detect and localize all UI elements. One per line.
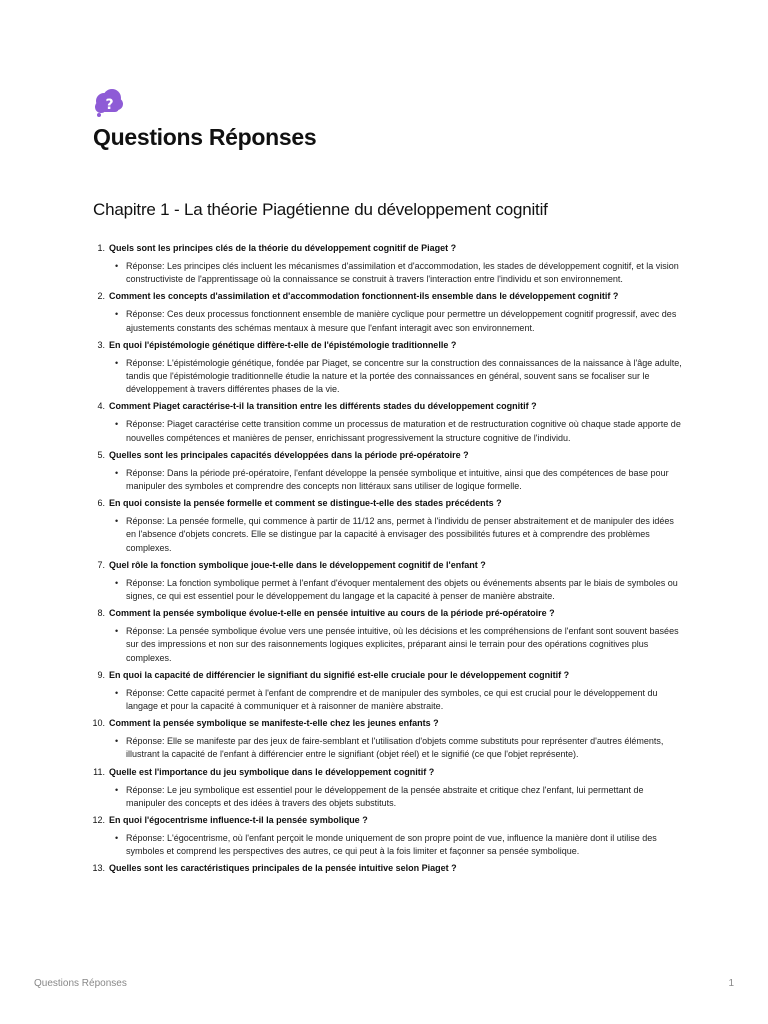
qa-item <box>93 766 683 810</box>
question-text: Comment les concepts d'assimilation et d'accommodation fonctionnent-ils ensemble dans le développement cognitif ? <box>109 291 619 302</box>
qa-item <box>93 242 683 286</box>
question-text: Quelles sont les caractéristiques principales de la pensée intuitive selon Piaget ? <box>109 863 457 874</box>
answer-item <box>109 308 683 334</box>
question-text: Quels sont les principes clés de la théorie du développement cognitif de Piaget ? <box>109 243 457 253</box>
question-number: 4. <box>97 401 105 412</box>
answer-text: Réponse: Piaget caractérise cette transition comme un processus de maturation et de restructuration cognitive où chaque stade apporte de nouvelles compétences et manières de penser, enrichissant progressivement la structure cognitive de l'individu. <box>126 419 681 443</box>
answer-item <box>109 418 683 444</box>
chapter-heading: Chapitre 1 - La théorie Piagétienne du développement cognitif <box>93 200 548 219</box>
answer-item <box>109 260 683 286</box>
footer-document-title: Questions Réponses <box>34 978 127 989</box>
bullet-icon: • <box>115 577 119 588</box>
question-number: 12. <box>92 815 105 826</box>
answer-item <box>109 515 683 555</box>
bullet-icon: • <box>115 309 119 320</box>
answer-text: Réponse: Dans la période pré-opératoire, l'enfant développe la pensée symbolique et intuitive, ainsi que des compétences de base pour manipuler des symboles et comprendre des concepts non littéraux sans utiliser de logique formelle. <box>126 467 669 492</box>
answer-text: Réponse: Ces deux processus fonctionnent ensemble de manière cyclique pour permettre un développement cognitif progressif, avec des ajustements constants des schémas mentaux à mesure que l'enfant interagit avec son environnement. <box>126 309 677 333</box>
qa-item <box>93 400 683 444</box>
answer-text: Réponse: La pensée formelle, qui commence à partir de 11/12 ans, permet à l'individu de penser abstraitement et de manipuler des idées en l'absence d'objets concrets. Elle se distingue par la capacité à envisager des possibilités futures et à comprendre des problèmes complexes. <box>126 516 674 553</box>
answer-item <box>109 735 683 761</box>
question-text: En quoi l'égocentrisme influence-t-il la pensée symbolique ? <box>109 815 368 826</box>
answer-item <box>109 832 683 858</box>
qa-item <box>93 449 683 493</box>
answer-text: Réponse: L'épistémologie génétique, fondée par Piaget, se concentre sur la construction des connaissances de la naissance à l'âge adulte, tandis que l'épistémologie traditionnelle étudie la nature et la portée des connaissances en général, souvent sans se focaliser sur le développement à travers différentes phases de la vie. <box>126 357 682 395</box>
answer-item <box>109 577 683 603</box>
answer-text: Réponse: L'égocentrisme, où l'enfant perçoit le monde uniquement de son propre point de vue, influence la manière dont il utilise des symboles et comprend les perspectives des autres, ce qui peut à la fois limiter et façonner sa pensée symbolique. <box>126 833 657 857</box>
question-cloud-icon <box>93 88 125 118</box>
qa-item <box>93 339 683 397</box>
bullet-icon: • <box>115 626 119 637</box>
question-text: Comment Piaget caractérise-t-il la transition entre les différents stades du développement cognitif ? <box>109 401 537 412</box>
question-number: 3. <box>97 339 105 350</box>
bullet-icon: • <box>115 516 119 527</box>
answer-item <box>109 625 683 665</box>
question-number: 9. <box>97 669 105 680</box>
question-number: 10. <box>92 718 105 729</box>
qa-list <box>93 242 683 875</box>
bullet-icon: • <box>115 784 119 795</box>
qa-item <box>93 814 683 858</box>
answer-item <box>109 467 683 493</box>
question-text: Quelle est l'importance du jeu symbolique dans le développement cognitif ? <box>109 766 435 777</box>
bullet-icon: • <box>115 419 119 430</box>
question-text: Quel rôle la fonction symbolique joue-t-elle dans le développement cognitif de l'enfant ? <box>109 559 486 570</box>
answer-item <box>109 687 683 713</box>
qa-item <box>93 717 683 761</box>
bullet-icon: • <box>115 261 119 271</box>
bullet-icon: • <box>115 833 119 844</box>
answer-text: Réponse: Elle se manifeste par des jeux de faire-semblant et l'utilisation d'objets comme substituts pour représenter d'autres éléments, illustrant la capacité de l'enfant à différencier entre le signifiant (objet réel) et le signifié (ce que l'objet représente). <box>126 736 664 760</box>
answer-text: Réponse: Le jeu symbolique est essentiel pour le développement de la pensée abstraite et critique chez l'enfant, lui permettant de manipuler des concepts et des idées à travers des objets substituts. <box>126 784 644 808</box>
question-text: En quoi consiste la pensée formelle et comment se distingue-t-elle des stades précédents ? <box>109 498 502 509</box>
svg-text:?: ? <box>105 97 114 113</box>
page-title: Questions Réponses <box>93 124 317 150</box>
question-text: En quoi l'épistémologie génétique diffère-t-elle de l'épistémologie traditionnelle ? <box>109 339 457 350</box>
answer-text: Réponse: La fonction symbolique permet à l'enfant d'évoquer mentalement des objets ou événements absents par le biais de symboles ou signes, ce qui est essentiel pour le développement du langage et la capacité à penser de manière abstraite. <box>126 577 678 602</box>
qa-item <box>93 862 683 875</box>
question-text: Quelles sont les principales capacités développées dans la période pré-opératoire ? <box>109 449 469 460</box>
question-number: 8. <box>97 608 105 619</box>
footer-page-number: 1 <box>728 978 734 989</box>
bullet-icon: • <box>115 467 119 478</box>
bullet-icon: • <box>115 736 119 747</box>
qa-item <box>93 290 683 334</box>
answer-text: Réponse: Les principes clés incluent les mécanismes d'assimilation et d'accommodation, les stades de développement cognitif, et la vision constructiviste de l'apprentissage où la connaissance se construit à travers l'interaction entre l'individu et son environnement. <box>126 261 679 285</box>
question-number: 13. <box>92 863 105 874</box>
qa-item <box>93 607 683 665</box>
question-number: 5. <box>97 449 105 460</box>
question-number: 2. <box>97 291 105 302</box>
qa-item <box>93 559 683 603</box>
question-number: 6. <box>97 498 105 509</box>
qa-item <box>93 669 683 713</box>
answer-text: Réponse: La pensée symbolique évolue vers une pensée intuitive, où les décisions et les compréhensions de l'enfant sont souvent basées sur des impressions et non sur des raisonnements logiques explicites, préparant ainsi le terrain pour des opérations cognitives plus complexes. <box>126 626 679 663</box>
question-text: Comment la pensée symbolique se manifeste-t-elle chez les jeunes enfants ? <box>109 718 439 729</box>
qa-item <box>93 497 683 555</box>
question-text: En quoi la capacité de différencier le signifiant du signifié est-elle cruciale pour le développement cognitif ? <box>109 669 570 680</box>
question-number: 7. <box>97 559 105 570</box>
question-text: Comment la pensée symbolique évolue-t-elle en pensée intuitive au cours de la période pré-opératoire ? <box>109 608 555 619</box>
question-number: 1. <box>97 243 105 253</box>
answer-item <box>109 784 683 810</box>
answer-item <box>109 357 683 397</box>
question-number: 11. <box>93 766 105 777</box>
bullet-icon: • <box>115 357 119 368</box>
bullet-icon: • <box>115 687 119 698</box>
answer-text: Réponse: Cette capacité permet à l'enfant de comprendre et de manipuler des symboles, ce qui est crucial pour le développement du langage et pour la capacité à communiquer et à raisonner de manière abstraite. <box>126 687 658 712</box>
